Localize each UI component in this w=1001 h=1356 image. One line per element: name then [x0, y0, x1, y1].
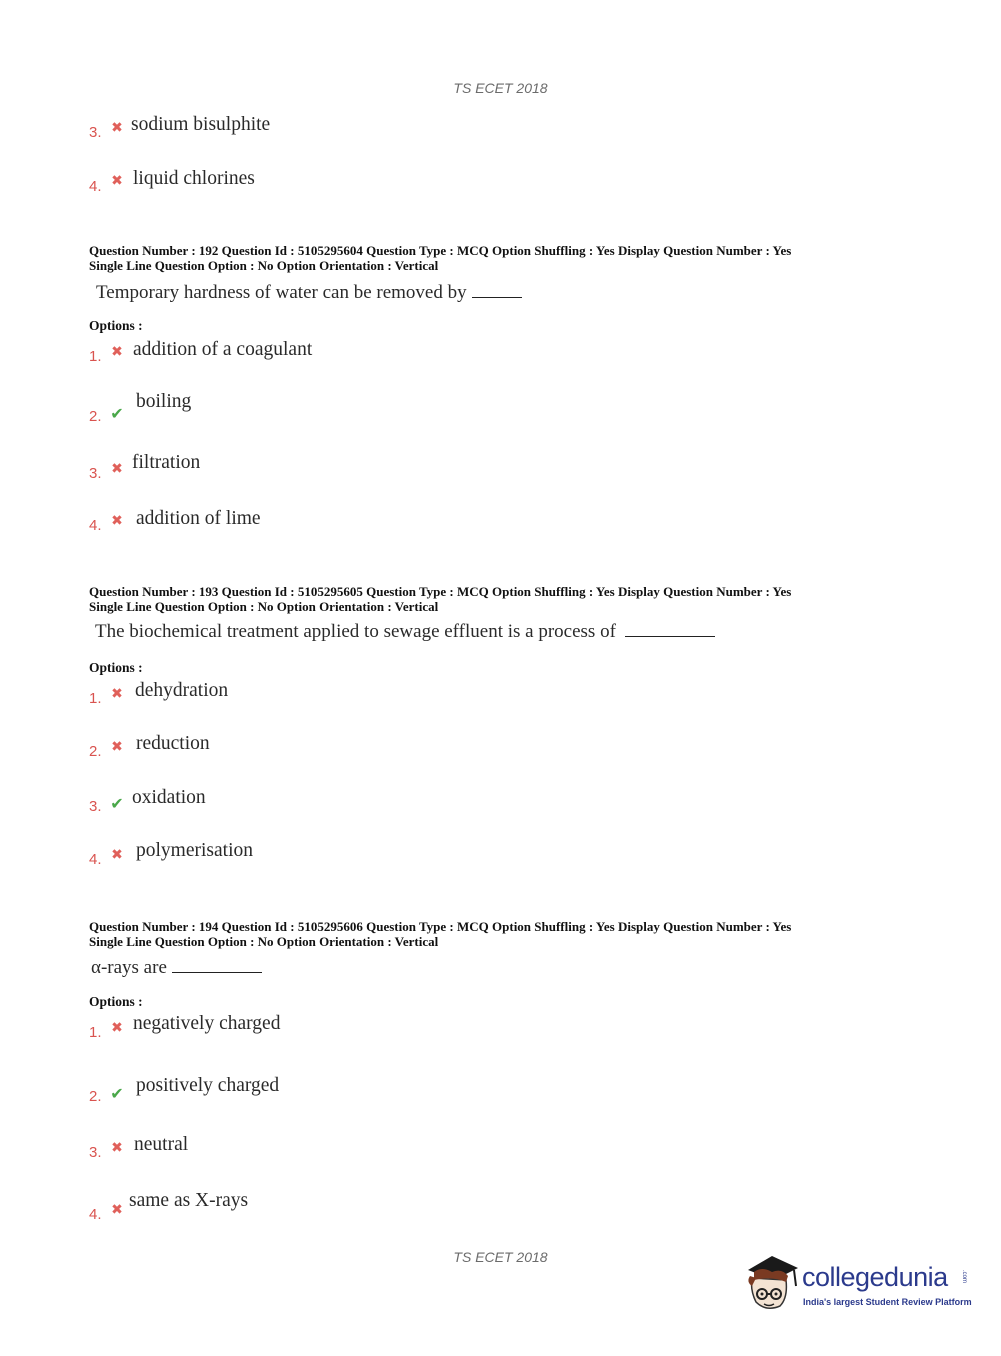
meta-line-1: Question Number : 194 Question Id : 5105295606 Question Type : MCQ Option Shuffling : Yes Display Question Number : Yes [89, 919, 792, 934]
answer-blank [472, 296, 522, 298]
option-text: liquid chlorines [133, 168, 255, 189]
option-number: 4. [89, 851, 102, 868]
option-number: 4. [89, 1206, 102, 1223]
cross-icon: ✖ [111, 120, 123, 136]
check-icon: ✔ [110, 794, 124, 813]
check-icon: ✔ [110, 1084, 124, 1103]
option-text: boiling [136, 391, 192, 412]
logo-tagline: India's largest Student Review Platform [803, 1297, 972, 1307]
question-192-text [96, 282, 522, 304]
option-text: dehydration [135, 680, 229, 701]
cross-icon: ✖ [111, 1020, 123, 1036]
answer-blank [625, 635, 715, 637]
option-number: 4. [89, 517, 102, 534]
option-number: 1. [89, 348, 102, 365]
option-text: negatively charged [133, 1013, 281, 1034]
cross-icon: ✖ [111, 1140, 123, 1156]
option-text: reduction [136, 733, 210, 754]
option-text: addition of a coagulant [133, 339, 313, 360]
option-number: 1. [89, 1024, 102, 1041]
cross-icon: ✖ [111, 173, 123, 189]
option-number: 4. [89, 178, 102, 195]
option-text: addition of lime [136, 508, 261, 529]
meta-line-1: Question Number : 192 Question Id : 5105295604 Question Type : MCQ Option Shuffling : Yes Display Question Number : Yes [89, 243, 792, 258]
question-text: α-rays are [91, 957, 167, 978]
option-text: neutral [134, 1134, 189, 1155]
meta-line-2: Single Line Question Option : No Option Orientation : Vertical [89, 934, 439, 949]
logo-suffix: .com [961, 1270, 967, 1284]
question-194-meta [89, 919, 791, 949]
options-label: Options : [89, 994, 143, 1009]
option-number: 2. [89, 743, 102, 760]
check-icon: ✔ [110, 404, 124, 423]
options-label: Options : [89, 660, 143, 675]
question-192-meta [89, 243, 791, 273]
question-text: Temporary hardness of water can be removed by [96, 282, 467, 303]
option-number: 3. [89, 1144, 102, 1161]
option-number: 3. [89, 465, 102, 482]
option-text: positively charged [136, 1075, 280, 1096]
question-text: The biochemical treatment applied to sewage effluent is a process of [95, 621, 616, 642]
collegedunia-logo [742, 1248, 972, 1320]
cross-icon: ✖ [111, 739, 123, 755]
option-number: 3. [89, 124, 102, 141]
option-text: oxidation [132, 787, 206, 808]
cross-icon: ✖ [111, 847, 123, 863]
page-header: TS ECET 2018 [453, 80, 548, 96]
question-193-text [95, 621, 715, 643]
question-194-text [91, 957, 262, 979]
option-number: 1. [89, 690, 102, 707]
option-number: 2. [89, 408, 102, 425]
cross-icon: ✖ [111, 344, 123, 360]
option-text: filtration [132, 452, 201, 473]
meta-line-1: Question Number : 193 Question Id : 5105295605 Question Type : MCQ Option Shuffling : Yes Display Question Number : Yes [89, 584, 792, 599]
meta-line-2: Single Line Question Option : No Option Orientation : Vertical [89, 599, 439, 614]
option-number: 2. [89, 1088, 102, 1105]
option-number: 3. [89, 798, 102, 815]
meta-line-2: Single Line Question Option : No Option Orientation : Vertical [89, 258, 439, 273]
cross-icon: ✖ [111, 686, 123, 702]
option-text: polymerisation [136, 840, 253, 861]
option-text: sodium bisulphite [131, 114, 271, 135]
question-193-meta [89, 584, 791, 614]
options-label: Options : [89, 318, 143, 333]
answer-blank [172, 971, 262, 973]
page-footer: TS ECET 2018 [453, 1249, 548, 1265]
logo-wordmark: collegedunia [802, 1262, 948, 1292]
cross-icon: ✖ [111, 1202, 123, 1218]
cross-icon: ✖ [111, 461, 123, 477]
mascot-icon [742, 1250, 800, 1314]
option-text: same as X-rays [129, 1190, 249, 1211]
cross-icon: ✖ [111, 513, 123, 529]
